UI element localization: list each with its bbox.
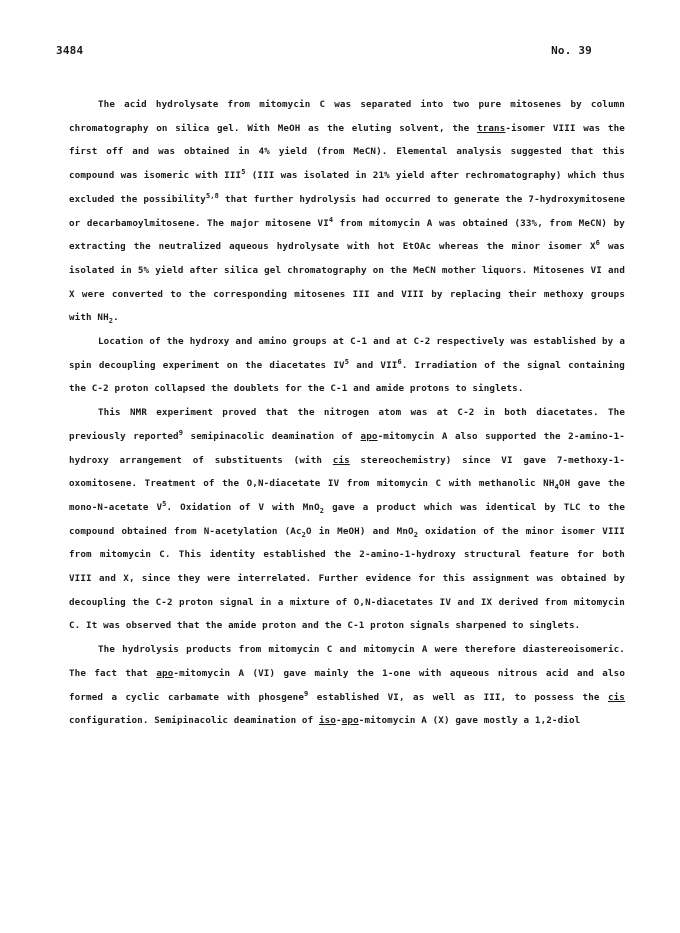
- issue-number: No. 39: [551, 44, 592, 57]
- page-number: 3484: [56, 44, 84, 57]
- reference-5: 5: [344, 357, 350, 366]
- apo-term: apo: [341, 715, 359, 727]
- cis-term: cis: [332, 454, 350, 466]
- article-body: [69, 93, 625, 733]
- cis-term: cis: [607, 691, 625, 703]
- paragraph-2: Location of the hydroxy and amino groups at C-1 and at C-2 respectively was established by a spin decoupling experiment on the diacetates $IV^5$ and VII$^6$. Irradiation of the signal containing the C-2 proton collapsed the doublets for the C-1 and amide protons to singlets.: [69, 336, 625, 395]
- iso-term: iso: [318, 715, 337, 727]
- reference-5: 5: [162, 499, 167, 508]
- paragraph-1: The acid hydrolysate from mitomycin C was separated into two pure mitosenes by column chromatography on silica gel. With MeOH as the eluting solvent, the trans-isomer VIII was the first off and was obtained in 4% yield (from MeCN). Elemental analysis suggested that this compound was isomeric with III$^5$ (III was isolated in 21% yield after rechromatography) which thus excluded the possibility$^{5,8}$ that further hydrolysis had occurred to generate the 7-hydroxymitosene or decarbamoylmitosene. The major mitosene $VI^4$ from mitomycin A was obtained (33%, from MeCN) by extracting the neutralized aqueous hydrolysate with hot EtOAc whereas the minor isomer $X^6$ was isolated in 5% yield after silica gel chromatography on the MeCN mother liquors. Mitosenes VI and X were converted to the corresponding mitosenes III and VIII by replacing their methoxy groups with $NH_2$.: [69, 99, 626, 326]
- reference-6: 6: [397, 357, 402, 366]
- apo-term: apo: [360, 430, 378, 442]
- reference-5-8: 5,8: [205, 191, 220, 200]
- reference-5: 5: [241, 168, 246, 177]
- reference-6: 6: [595, 239, 601, 248]
- reference-9: 9: [304, 689, 309, 698]
- apo-term: apo: [156, 667, 174, 679]
- paragraph-4: The hydrolysis products from mitomycin C and mitomycin A were therefore diastereoisomeric. The fact that apo-mitomycin A (VI) gave mainly the 1-one with aqueous nitrous acid and also formed a cyclic carbamate with phosgene$^9$ established VI, as well as III, to possess the cis configuration. Semipinacolic deamination of iso-apo-mitomycin A (X) gave mostly a 1,2-diol: [69, 644, 625, 727]
- reference-4: 4: [328, 215, 334, 224]
- reference-9: 9: [178, 428, 184, 437]
- trans-term: trans: [477, 122, 506, 134]
- paragraph-3: This NMR experiment proved that the nitrogen atom was at C-2 in both diacetates. The previously reported$^9$ semipinacolic deamination of apo-mitomycin A also supported the 2-amino-1-hydroxy arrangement of substituents (with cis stereochemistry) since VI gave 7-methoxy-1-oxomitosene. Treatment of the O,N-diacetate IV from mitomycin C with methanolic $NH_4OH$ gave the mono-N-acetate $V^5$. Oxidation of V with MnO$_2$ gave a product which was identical by TLC to the compound obtained from N-acetylation ($Ac_2O$ in MeOH) and MnO$_2$ oxidation of the minor isomer VIII from mitomycin C. This identity established the 2-amino-1-hydroxy structural feature for both VIII and X, since they were interrelated. Further evidence for this assignment was obtained by decoupling the C-2 proton signal in a mixture of O,N-diacetates IV and IX derived from mitomycin C. It was observed that the amide proton and the C-1 proton signals sharpened to singlets.: [69, 407, 625, 632]
